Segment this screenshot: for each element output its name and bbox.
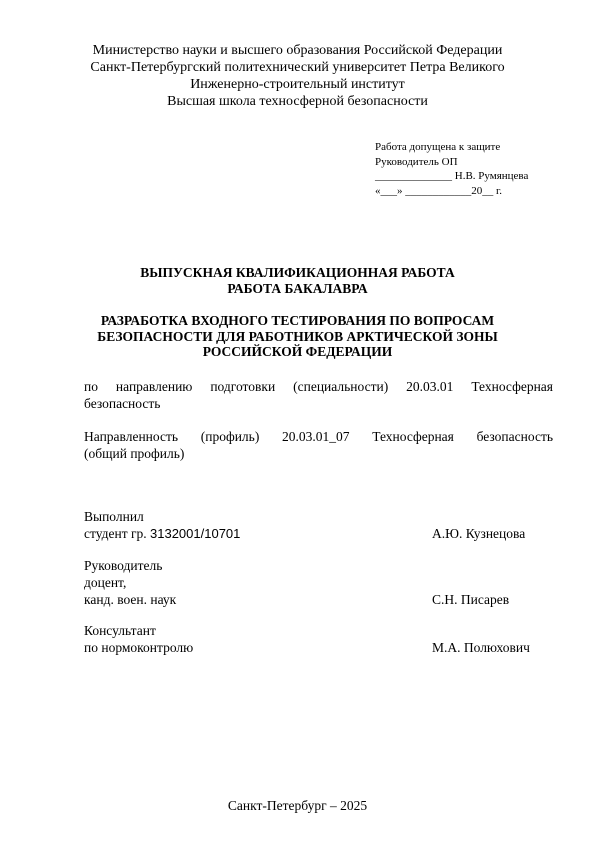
- thesis-subject-title: [0, 313, 595, 360]
- consultant-role: по нормоконтролю: [84, 640, 194, 655]
- group-number: 3132001/10701: [150, 526, 241, 541]
- city-year-footer: Санкт-Петербург – 2025: [227, 798, 368, 813]
- consultant-label: Консультант: [84, 623, 156, 638]
- performer-name: А.Ю. Кузнецова: [432, 526, 526, 541]
- approval-block: [375, 140, 528, 198]
- group-prefix: студент гр.: [84, 526, 151, 541]
- school-line: Высшая школа техносферной безопасности: [167, 94, 428, 109]
- ministry-line: Министерство науки и высшего образования Российской Федерации: [92, 43, 503, 58]
- work-type-line1: ВЫПУСКНАЯ КВАЛИФИКАЦИОННАЯ РАБОТА: [140, 265, 455, 280]
- supervisor-position: доцент,: [84, 575, 127, 590]
- consultant-name: М.А. Полюхович: [432, 640, 530, 655]
- work-type-line2: РАБОТА БАКАЛАВРА: [227, 280, 368, 296]
- approval-signature-line: ______________ Н.В. Румянцева: [375, 170, 529, 182]
- approval-admitted-line: Работа допущена к защите: [375, 141, 501, 153]
- university-line: Санкт-Петербургский политехнический университет Петра Великого: [90, 60, 505, 75]
- supervisor-name: С.Н. Писарев: [432, 592, 510, 607]
- approval-date-line: «___» ____________20__ г.: [375, 184, 503, 197]
- performer-label: Выполнил: [84, 509, 144, 524]
- performer-group-label: [84, 525, 240, 542]
- institute-line: Инженерно-строительный институт: [190, 77, 405, 92]
- training-profile: [84, 428, 553, 462]
- subject-line1: РАЗРАБОТКА ВХОДНОГО ТЕСТИРОВАНИЯ ПО ВОПРОСАМ: [100, 313, 495, 328]
- subject-line2: БЕЗОПАСНОСТИ ДЛЯ РАБОТНИКОВ АРКТИЧЕСКОЙ ЗОНЫ: [97, 328, 498, 344]
- work-type-title: [0, 265, 595, 296]
- profile-line2: (общий профиль): [84, 446, 185, 461]
- supervisor-label: Руководитель: [84, 558, 163, 573]
- institution-header: [0, 42, 595, 110]
- supervisor-degree: канд. воен. наук: [84, 592, 177, 607]
- training-direction: [84, 378, 553, 412]
- approval-head-line: Руководитель ОП: [375, 155, 458, 168]
- direction-line1: по направлению подготовки (специальности) 20.03.01 Техносферная: [84, 379, 553, 394]
- direction-line2: безопасность: [84, 396, 161, 411]
- profile-line1: Направленность (профиль) 20.03.01_07 Техносферная безопасность: [84, 429, 553, 444]
- subject-line3: РОССИЙСКОЙ ФЕДЕРАЦИИ: [202, 344, 393, 359]
